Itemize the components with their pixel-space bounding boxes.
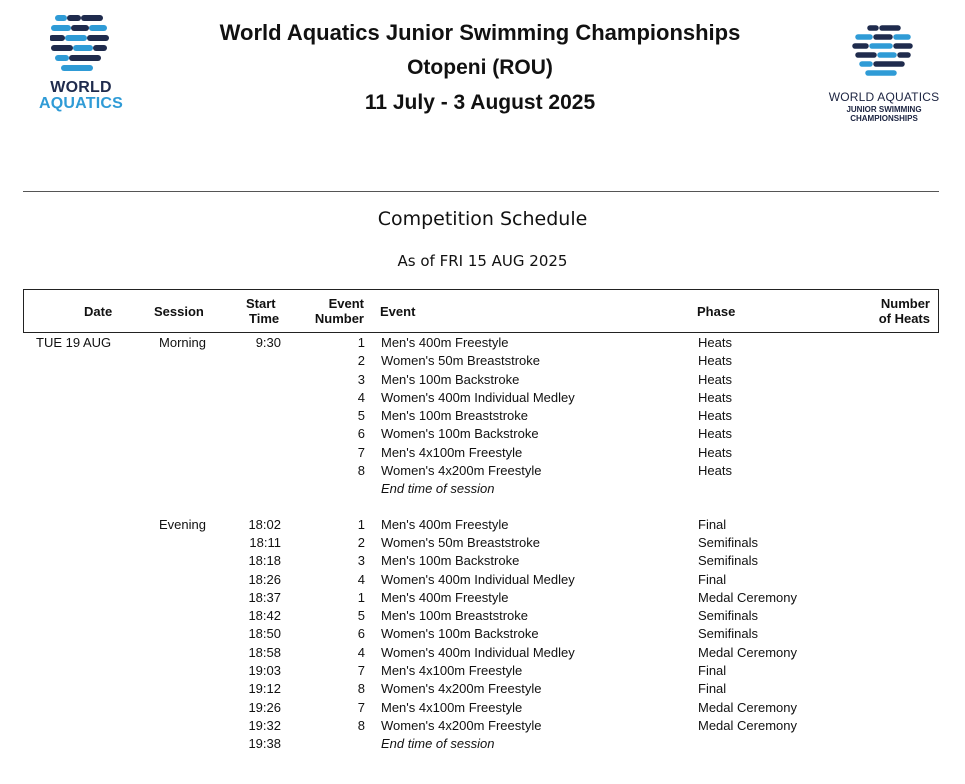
table-row xyxy=(0,534,965,552)
table-row xyxy=(0,625,965,643)
table-row xyxy=(0,552,965,570)
row-event-number: 7 xyxy=(357,444,365,460)
row-event-name: Women's 400m Individual Medley xyxy=(381,571,575,587)
table-row xyxy=(0,444,965,462)
logo-text-junior-swimming: JUNIOR SWIMMING xyxy=(846,105,922,114)
table-row xyxy=(0,334,965,352)
row-phase: Medal Ceremony xyxy=(698,589,797,605)
row-event-number: 1 xyxy=(357,335,365,350)
row-start-time: 19:32 xyxy=(248,717,281,733)
table-row xyxy=(0,516,965,534)
row-event-name: Men's 4x100m Freestyle xyxy=(381,444,523,460)
table-row xyxy=(0,589,965,607)
row-event-name: Men's 400m Freestyle xyxy=(381,516,509,532)
schedule-title: Competition Schedule xyxy=(377,208,588,230)
row-event-name: Women's 100m Backstroke xyxy=(381,626,539,642)
logo-text-world: WORLD xyxy=(50,79,112,96)
header-start-time-line2: Time xyxy=(249,311,280,326)
row-phase: Final xyxy=(698,571,727,587)
header-event-number-line1: Event xyxy=(328,296,364,311)
table-header xyxy=(23,289,939,333)
row-event-number: 5 xyxy=(357,608,365,624)
row-event-name: Women's 4x200m Freestyle xyxy=(381,717,542,733)
session-spacer xyxy=(0,499,965,516)
row-session: Evening xyxy=(159,516,206,532)
row-phase: Semifinals xyxy=(698,553,758,569)
row-event-number: 4 xyxy=(357,389,365,405)
row-event-number: 3 xyxy=(357,553,365,569)
header-date: Date xyxy=(84,304,113,319)
table-row xyxy=(0,425,965,443)
row-start-time: 19:26 xyxy=(248,699,281,715)
row-event-number: 2 xyxy=(357,534,365,550)
row-event-name: End time of session xyxy=(381,481,495,497)
row-start-time: 18:50 xyxy=(248,626,281,642)
row-phase: Heats xyxy=(698,408,732,424)
world-aquatics-emblem-icon xyxy=(50,14,110,78)
table-row xyxy=(0,352,965,370)
table-row xyxy=(0,571,965,589)
row-event-number: 7 xyxy=(357,663,365,679)
row-event-number: 7 xyxy=(357,699,365,715)
row-phase: Final xyxy=(698,663,727,679)
row-phase: Medal Ceremony xyxy=(698,644,797,660)
header-session: Session xyxy=(154,304,204,319)
row-event-number: 6 xyxy=(357,426,365,442)
table-row xyxy=(0,644,965,662)
row-event-name: Women's 400m Individual Medley xyxy=(381,389,575,405)
header-event: Event xyxy=(380,304,416,319)
row-event-number: 6 xyxy=(357,626,365,642)
row-phase: Medal Ceremony xyxy=(698,717,797,733)
header-number-of-heats-line2: of Heats xyxy=(878,311,930,326)
row-event-number: 5 xyxy=(357,408,365,424)
table-row xyxy=(0,699,965,717)
row-phase: Medal Ceremony xyxy=(698,699,797,715)
row-event-name: Women's 4x200m Freestyle xyxy=(381,681,542,697)
row-start-time: 18:02 xyxy=(248,516,281,532)
row-phase: Heats xyxy=(698,353,732,369)
table-row xyxy=(0,389,965,407)
row-phase: Semifinals xyxy=(698,534,758,550)
logo-text-world-aquatics: WORLD AQUATICS xyxy=(828,90,940,104)
row-phase: Final xyxy=(698,681,727,697)
row-event-name: End time of session xyxy=(381,736,495,752)
row-event-name: Men's 4x100m Freestyle xyxy=(381,663,523,679)
row-start-time: 19:38 xyxy=(248,736,281,752)
table-row xyxy=(0,680,965,698)
row-phase: Heats xyxy=(698,444,732,460)
table-row xyxy=(0,371,965,389)
row-event-number: 3 xyxy=(357,371,365,387)
row-date: TUE 19 AUG xyxy=(36,335,112,350)
schedule-rows xyxy=(0,334,965,754)
row-phase: Final xyxy=(698,516,727,532)
row-event-number: 2 xyxy=(357,353,365,369)
header-start-time-line1: Start xyxy=(246,296,276,311)
row-event-number: 8 xyxy=(357,681,365,697)
page-header xyxy=(180,16,780,121)
row-event-name: Men's 4x100m Freestyle xyxy=(381,699,523,715)
row-event-name: Men's 100m Backstroke xyxy=(381,371,520,387)
row-event-name: Men's 100m Backstroke xyxy=(381,553,520,569)
row-start-time: 18:37 xyxy=(248,589,281,605)
schedule-as-of: As of FRI 15 AUG 2025 xyxy=(397,252,568,270)
row-start-time: 18:42 xyxy=(248,608,281,624)
table-row xyxy=(0,717,965,735)
junior-championships-logo xyxy=(814,24,954,124)
row-phase: Heats xyxy=(698,463,732,479)
row-phase: Heats xyxy=(698,389,732,405)
row-phase: Semifinals xyxy=(698,626,758,642)
row-event-number: 4 xyxy=(357,571,365,587)
logo-text-championships: CHAMPIONSHIPS xyxy=(850,114,918,123)
row-start-time: 18:18 xyxy=(248,553,281,569)
row-start-time: 19:12 xyxy=(248,681,281,697)
header-number-of-heats-line1: Number xyxy=(880,296,930,311)
header-event-number-line2: Number xyxy=(314,311,364,326)
row-event-name: Women's 50m Breaststroke xyxy=(381,353,541,369)
row-event-name: Women's 400m Individual Medley xyxy=(381,644,575,660)
row-start-time: 18:11 xyxy=(249,534,281,550)
table-row xyxy=(0,607,965,625)
table-row xyxy=(0,735,965,753)
junior-championships-emblem-icon xyxy=(852,24,914,82)
row-session: Morning xyxy=(159,335,206,350)
row-start-time: 18:58 xyxy=(248,644,281,660)
table-row xyxy=(0,407,965,425)
championship-location: Otopeni (ROU) xyxy=(407,56,553,79)
world-aquatics-logo xyxy=(26,14,136,114)
row-event-number: 8 xyxy=(357,463,365,479)
row-phase: Heats xyxy=(698,426,732,442)
championship-dates: 11 July - 3 August 2025 xyxy=(364,91,596,114)
table-row xyxy=(0,662,965,680)
table-row xyxy=(0,480,965,498)
row-event-number: 1 xyxy=(357,589,365,605)
row-event-name: Women's 4x200m Freestyle xyxy=(381,463,542,479)
row-event-name: Men's 100m Breaststroke xyxy=(381,408,528,424)
row-phase: Heats xyxy=(698,335,732,350)
championship-title: World Aquatics Junior Swimming Championships xyxy=(219,20,741,45)
row-event-number: 8 xyxy=(357,717,365,733)
row-phase: Heats xyxy=(698,371,732,387)
table-row xyxy=(0,462,965,480)
row-start-time: 9:30 xyxy=(255,335,281,350)
row-event-name: Women's 100m Backstroke xyxy=(381,426,539,442)
row-start-time: 19:03 xyxy=(248,663,281,679)
header-phase: Phase xyxy=(697,304,736,319)
row-phase: Semifinals xyxy=(698,608,758,624)
header-divider xyxy=(23,191,939,192)
row-event-number: 4 xyxy=(357,644,365,660)
row-event-name: Men's 400m Freestyle xyxy=(381,335,509,350)
row-start-time: 18:26 xyxy=(248,571,281,587)
row-event-name: Men's 400m Freestyle xyxy=(381,589,509,605)
row-event-name: Men's 100m Breaststroke xyxy=(381,608,528,624)
row-event-name: Women's 50m Breaststroke xyxy=(381,534,541,550)
row-event-number: 1 xyxy=(357,516,365,532)
logo-text-aquatics: AQUATICS xyxy=(39,95,123,112)
